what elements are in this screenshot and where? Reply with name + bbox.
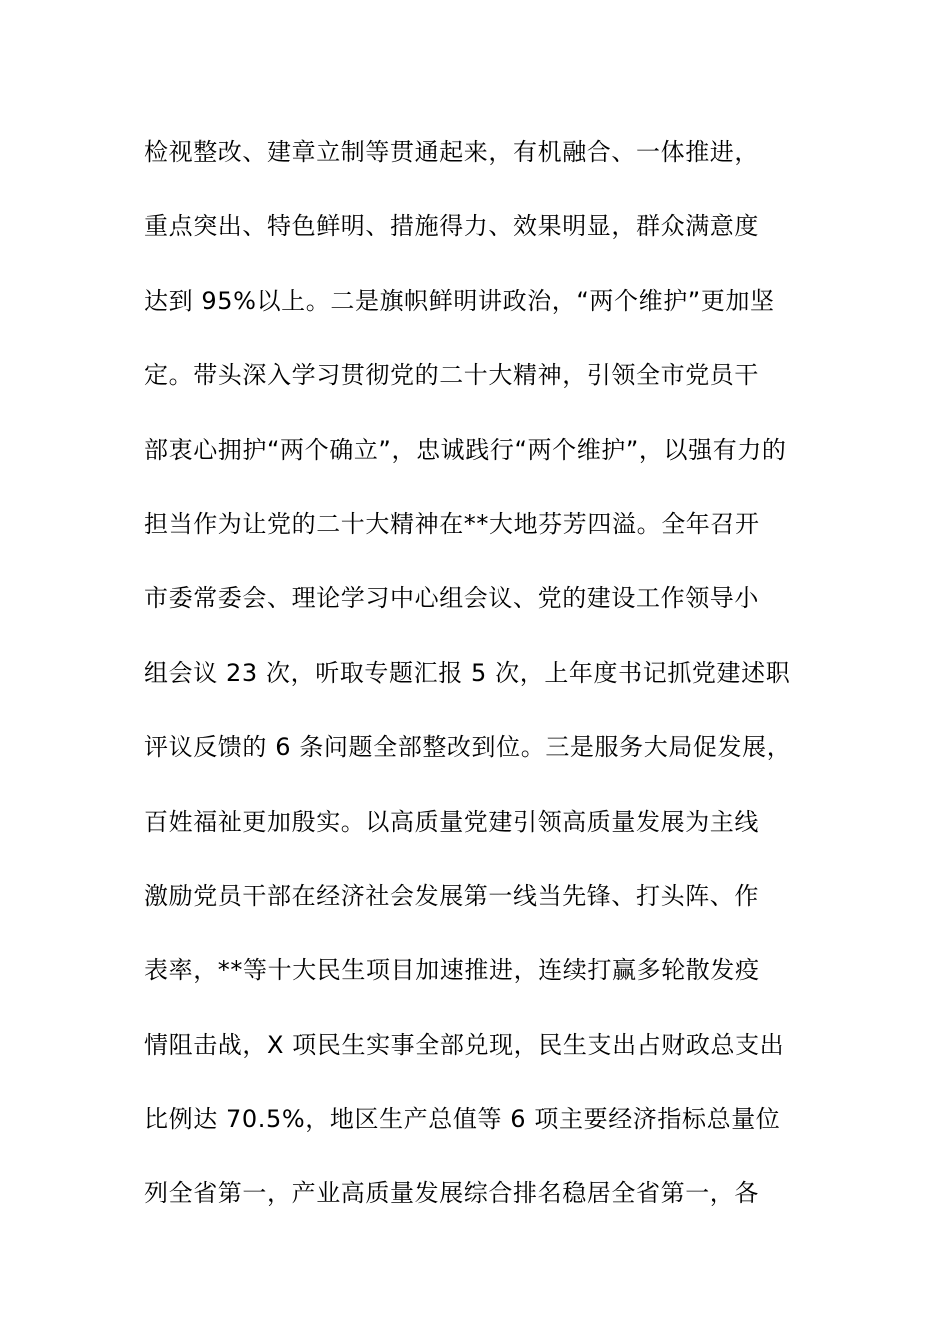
text-line: 达到 95%以上。二是旗帜鲜明讲政治，“两个维护”更加坚 <box>144 286 775 315</box>
text-line: 担当作为让党的二十大精神在**大地芬芳四溢。全年召开 <box>144 509 760 538</box>
text-line: 表率，**等十大民生项目加速推进，连续打赢多轮散发疫 <box>144 956 760 985</box>
text-line: 列全省第一，产业高质量发展综合排名稳居全省第一，各 <box>144 1179 759 1208</box>
text-line: 市委常委会、理论学习中心组会议、党的建设工作领导小 <box>144 584 759 613</box>
text-line: 激励党员干部在经济社会发展第一线当先锋、打头阵、作 <box>144 881 759 910</box>
text-line: 组会议 23 次，听取专题汇报 5 次，上年度书记抓党建述职 <box>144 658 791 687</box>
text-line: 百姓福祉更加殷实。以高质量党建引领高质量发展为主线 <box>144 807 759 836</box>
text-line: 比例达 70.5%，地区生产总值等 6 项主要经济指标总量位 <box>144 1105 781 1134</box>
text-line: 重点突出、特色鲜明、措施得力、效果明显，群众满意度 <box>144 212 759 241</box>
text-line: 定。带头深入学习贯彻党的二十大精神，引领全市党员干 <box>144 361 759 390</box>
text-line: 检视整改、建章立制等贯通起来，有机融合、一体推进， <box>144 138 759 166</box>
body-text <box>144 130 844 1246</box>
text-line: 情阻击战，X 项民生实事全部兑现，民生支出占财政总支出 <box>144 1030 785 1059</box>
text-line: 评议反馈的 6 条问题全部整改到位。三是服务大局促发展， <box>144 733 792 762</box>
text-line: 部衷心拥护“两个确立”，忠诚践行“两个维护”，以强有力的 <box>144 435 787 464</box>
